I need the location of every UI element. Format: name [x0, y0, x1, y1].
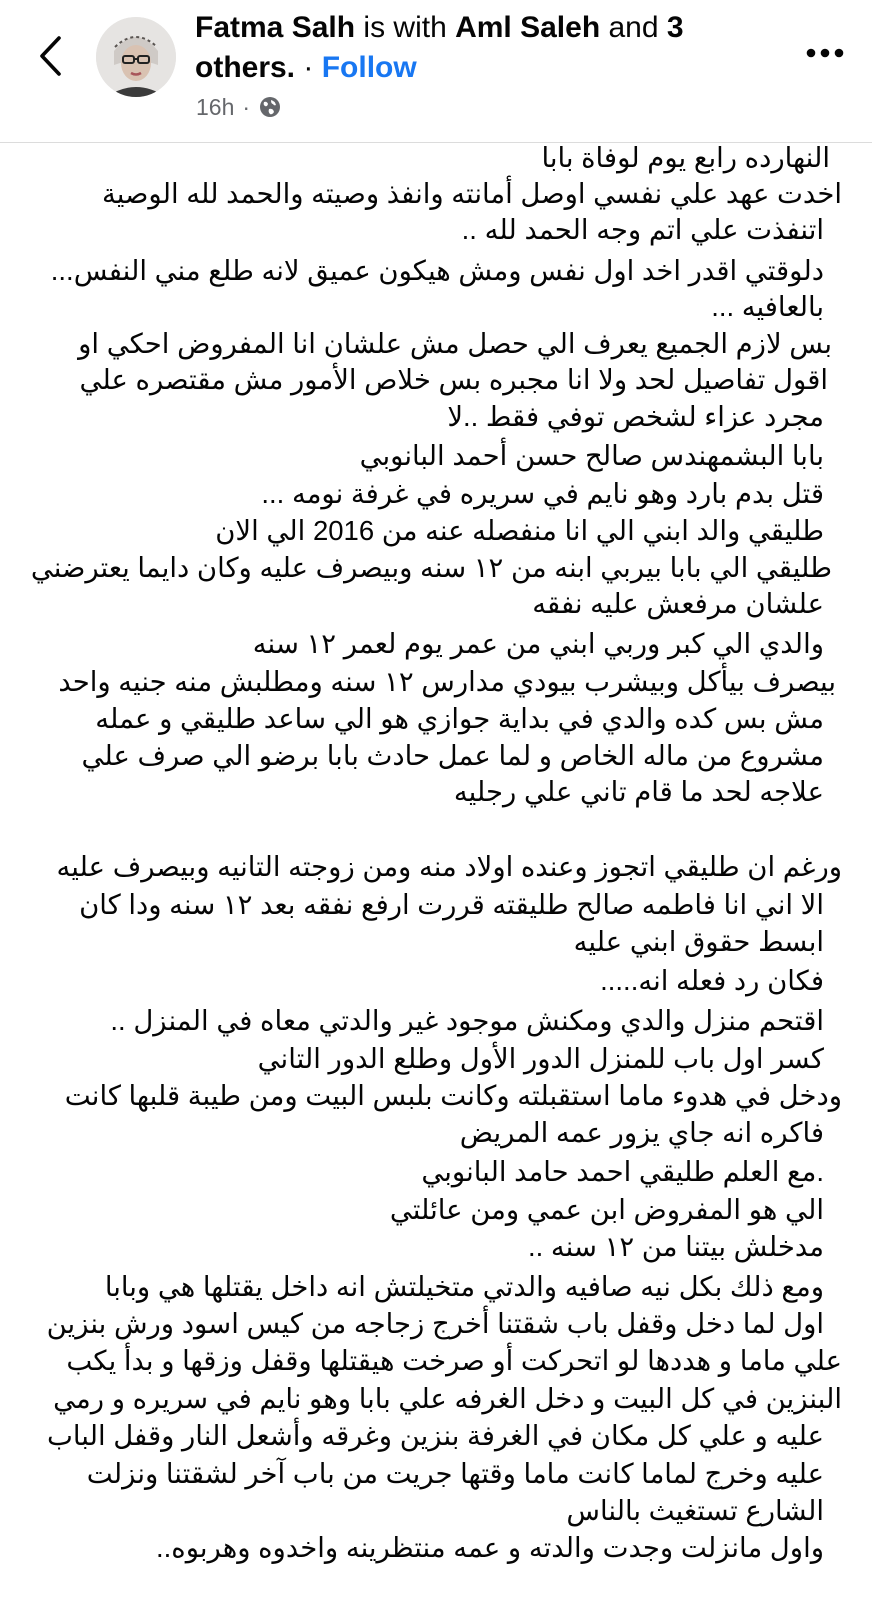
post-line: اول لما دخل وقفل باب شقتنا أخرج زجاجه من كيس اسود ورش بنزين — [46, 1308, 824, 1339]
post-line: مجرد عزاء لشخص توفي فقط ..لا — [447, 401, 824, 432]
post-line: علشان مرفعش عليه نفقه — [532, 588, 824, 619]
post-line: مشروع من ماله الخاص و لما عمل حادث بابا برضو الي صرف علي — [81, 740, 824, 771]
post-line: اقول تفاصيل لحد ولا انا مجبره بس خلاص الأمور مش مقتصره علي — [79, 364, 828, 395]
post-line: عليه و علي كل مكان في الغرفة بنزين وغرقه وأشعل النار وقفل الباب — [47, 1420, 824, 1451]
post-line: مدخلش بيتنا من ١٢ سنه .. — [527, 1231, 824, 1262]
post-line: قتل بدم بارد وهو نايم في سريره في غرفة نومه ... — [261, 478, 824, 509]
author-name[interactable]: Fatma Salh — [195, 11, 356, 44]
timestamp[interactable]: 16h — [196, 93, 235, 120]
post-line: اتنفذت علي اتم وجه الحمد لله .. — [461, 214, 824, 245]
post-line: طليقي الي بابا بيربي ابنه من ١٢ سنه وبيصرف عليه وكان دايما يعترضني — [30, 552, 832, 583]
profile-photo — [96, 17, 176, 97]
post-line: واول مانزلت وجدت والدته و عمه منتظرينه واخدوه وهربوه.. — [156, 1532, 824, 1563]
post-line: اخدت عهد علي نفسي اوصل أمانته وانفذ وصيته والحمد لله الوصية — [101, 178, 842, 209]
post-line: الي هو المفروض ابن عمي ومن عائلتي — [389, 1194, 824, 1225]
meta-separator: · — [242, 93, 251, 120]
back-button[interactable] — [30, 30, 70, 82]
post-line: ابسط حقوق ابني عليه — [573, 926, 824, 957]
post-line: النهارده رابع يوم لوفاة بابا — [541, 142, 830, 173]
post-line: دلوقتي اقدر اخد اول نفس ومش هيكون عميق لانه طلع مني النفس... — [50, 255, 824, 286]
post-line: بس لازم الجميع يعرف الي حصل مش علشان انا المفروض احكي او — [78, 328, 832, 359]
others-label[interactable]: others. — [195, 51, 296, 84]
post-header — [0, 0, 872, 143]
post-line: اقتحم منزل والدي ومكنش موجود غير والدتي معاه في المنزل .. — [110, 1005, 824, 1036]
follow-button[interactable]: Follow — [321, 51, 417, 84]
post-line: ومع ذلك بكل نيه صافيه والدتي متخيلتش انه داخل يقتلها هي وبابا — [104, 1271, 824, 1302]
post-line: بابا البشمهندس صالح حسن أحمد البانوبي — [359, 440, 824, 471]
others-count[interactable]: 3 — [666, 11, 684, 44]
post-line: .مع العلم طليقي احمد حامد البانوبي — [421, 1156, 824, 1187]
chevron-left-icon — [37, 34, 63, 78]
post-line: فكان رد فعله انه..... — [600, 965, 824, 996]
post-line: علي ماما و هددها لو اتحركت أو صرخت هيقتلها وقفل وزقها و بدأ يكب — [66, 1345, 842, 1376]
post-line: علاجه لحد ما قام تاني علي رجليه — [453, 776, 824, 807]
tagged-name[interactable]: Aml Saleh — [455, 11, 601, 44]
post-line: بالعافيه ... — [711, 291, 824, 322]
post-line: البنزين في كل البيت و دخل الغرفه علي بابا وهو نايم في سريره و رمي — [53, 1383, 842, 1414]
post-line: ورغم ان طليقي اتجوز وعنده اولاد منه ومن زوجته التانيه وبيصرف عليه — [56, 851, 842, 882]
post-line: بيصرف بيأكل وبيشرب بيودي مدارس ١٢ سنه ومطلبش منه جنيه واحد — [58, 666, 836, 697]
more-options-button[interactable] — [800, 38, 850, 68]
post-line: الشارع تستغيث بالناس — [566, 1495, 824, 1526]
post-title: Fatma Salh is with Aml Saleh and 3 others. · Follow — [195, 11, 684, 84]
globe-icon[interactable] — [258, 95, 282, 119]
post-line: والدي الي كبر وربي ابني من عمر يوم لعمر ١٢ سنه — [252, 628, 824, 659]
more-horizontal-icon — [805, 48, 845, 58]
avatar[interactable] — [96, 17, 176, 97]
post-line: طليقي والد ابني الي انا منفصله عنه من 2016 الي الان — [215, 515, 824, 546]
post-line: فاكره انه جاي يزور عمه المريض — [459, 1117, 824, 1148]
post-line: عليه وخرج لماما كانت ماما وقتها جريت من باب آخر لشقتنا ونزلت — [86, 1458, 824, 1489]
post-line: الا اني انا فاطمه صالح طليقته قررت ارفع نفقه بعد ١٢ سنه ودا كان — [79, 889, 824, 920]
post-meta — [196, 92, 282, 122]
post-line: كسر اول باب للمنزل الدور الأول وطلع الدور التاني — [257, 1043, 824, 1074]
post-line: ودخل في هدوء ماما استقبلته وكانت بلبس البيت ومن طيبة قلبها كانت — [64, 1080, 842, 1111]
post-line: مش بس كده والدي في بداية جوازي هو الي ساعد طليقي و عمله — [95, 703, 824, 734]
